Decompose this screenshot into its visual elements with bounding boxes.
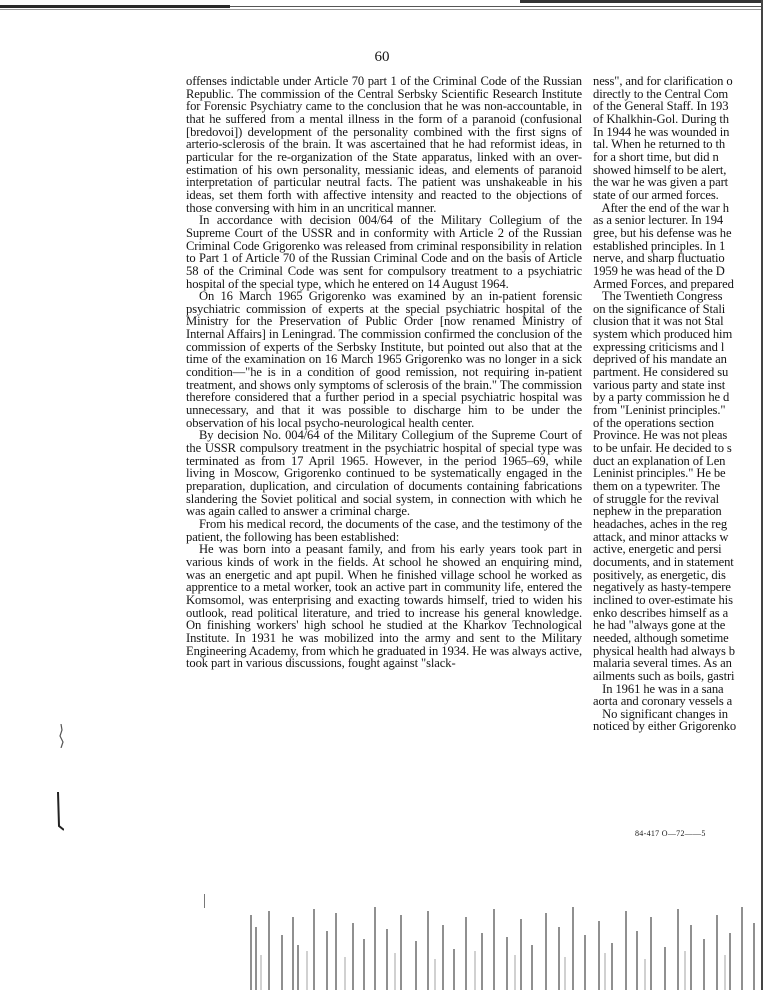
cropped-text-line: for a short time, but did n — [593, 149, 719, 164]
cropped-text-line: nerve, and sharp fluctuatio — [593, 251, 725, 266]
paragraph: In accordance with decision 004/64 of the Military Collegium of the Supreme Court of the USSR and in conformity with Article 2 of the Russian Criminal Code Grigorenko was released from criminal responsibility in relation to Part 1 of Article 70 of the Russian Criminal Code and on the basis of Article 58 of the Criminal Code was sent for compulsory treatment to a psychiatric hospital of the special type, which he entered on 14 August 1964. — [186, 213, 582, 291]
cropped-text-line: The Twentieth Congress — [593, 289, 723, 304]
cropped-text-line: enko describes himself as a — [593, 605, 729, 620]
cropped-text-line: clusion that it was not Stal — [593, 314, 724, 329]
cropped-text-line: on the significance of Stali — [593, 301, 726, 316]
scan-top-border — [0, 0, 763, 16]
cropped-text-line: malaria several times. As an — [593, 656, 732, 671]
cropped-text-line: 1959 he was head of the D — [593, 263, 725, 278]
cropped-text-line: established principles. In 1 — [593, 238, 726, 253]
cropped-text-line: After the end of the war h — [593, 200, 729, 215]
cropped-text-line: he had "always gone at the — [593, 618, 726, 633]
cropped-text-line: inclined to over-estimate his — [593, 592, 733, 607]
scan-speck — [203, 894, 206, 908]
cropped-text-line: state of our armed forces. — [593, 187, 719, 202]
paragraph: offenses indictable under Article 70 part 1 of the Criminal Code of the Russian Republic. The commission of the Central Serbsky Scientific Research Institute for Forensic Psychiatry came to the conclusion that he was non-accountable, in that he suffered from a mental illness in the form of a paranoid (confusional [bredovoi]) development of the personality combined with the first signs of arterio-sclerosis of the brain. It was ascertained that he had reformist ideas, in particular for the re-organization of the State apparatus, linked with an over-estimation of his own personality, messianic ideas, and elements of paranoid interpretation of particular neutral facts. The patient was unshakeable in his ideas, set them forth with affective intensity and reacted to the objections of those conversing with him in an uncritical manner. — [186, 74, 582, 215]
cropped-text-line: headaches, aches in the reg — [593, 516, 728, 531]
cropped-text-line: of the operations section — [593, 415, 714, 430]
cropped-text-line: No significant changes in — [593, 706, 728, 721]
paragraph: By decision No. 004/64 of the Military Collegium of the Supreme Court of the USSR compulsory treatment in the psychiatric hospital of special type was terminated as from 17 April 1965. However, in the period 1965–69, while living in Moscow, Grigorenko continued to be systematically engaged in the preparation, duplication, and circulation of documents containing fabrications slandering the Soviet political and social system, in connection with which he was again called to answer a criminal charge. — [186, 428, 582, 519]
page-number: 60 — [374, 49, 390, 65]
cropped-text-line: them on a typewriter. The — [593, 479, 721, 493]
cropped-text-line: expressing criticisms and l — [593, 339, 725, 354]
cropped-text-line: nephew in the preparation — [593, 504, 722, 519]
cropped-text-line: various party and state inst — [593, 377, 726, 392]
cropped-text-line: of struggle for the revival — [593, 491, 719, 506]
cropped-text-line: of Khalkhin-Gol. During th — [593, 111, 729, 126]
print-code: 84-417 O—72——5 — [635, 829, 706, 838]
cropped-text-line: In 1961 he was in a sana — [593, 681, 724, 696]
paragraph: He was born into a peasant family, and from his early years took part in various kinds of work in the fields. At school he showed an enquiring mind, was an energetic and apt pupil. When he finished village school he worked as apprentice to a metal worker, took an active part in community life, entered the Komsomol, was enterprising and exacting towards himself, tried to widen his outlook, read political literature, and tried to increase his general knowledge. On finishing workers' high school he studied at the Kharkov Technological Institute. In 1931 he was mobilized into the army and sent to the Military Engineering Academy, from which he graduated in 1934. He was always active, took part in various discussions, fought against "slack- — [186, 542, 582, 671]
cropped-text-line: showed himself to be alert, — [593, 162, 727, 177]
cropped-text-line: noticed by either Grigorenko — [593, 719, 737, 734]
cropped-text-line: active, energetic and persi — [593, 542, 722, 557]
scan-bottom-streaks — [235, 905, 763, 990]
right-text-column-cropped — [593, 75, 763, 733]
cropped-text-line: Armed Forces, and prepared — [593, 276, 734, 291]
cropped-text-line: In 1944 he was wounded in — [593, 124, 730, 139]
cropped-text-line: system which produced him — [593, 327, 733, 342]
cropped-text-line: Province. He was not pleas — [593, 428, 728, 443]
cropped-text-line: Leninist principles." He be — [593, 466, 726, 481]
cropped-text-line: directly to the Central Com — [593, 86, 729, 101]
main-text-column — [186, 75, 582, 670]
cropped-text-line: of the General Staff. In 193 — [593, 99, 729, 114]
cropped-text-line: deprived of his mandate an — [593, 352, 727, 367]
cropped-text-line: tal. When he returned to th — [593, 137, 726, 152]
scan-bracket-mark — [56, 792, 64, 832]
cropped-text-line: the war he was given a part — [593, 175, 729, 190]
paragraph: On 16 March 1965 Grigorenko was examined by an in-patient forensic psychiatric commission of experts at the special psychiatric hospital of the Ministry for the Preservation of Public Order [now renamed Ministry of Internal Affairs] in Leningrad. The commission confirmed the conclusion of the commission of experts of the Serbsky Institute, but pointed out also that at the time of the examination on 16 March 1965 Grigorenko was no longer in a sick condition—"he is in a condition of good remission, not requiring in-patient treatment, and shows only symptoms of sclerosis of the brain." The commission therefore considered that a further period in a special psychiatric hospital was unnecessary, and that it was possible to discharge him to be under the observation of his local psycho-neurological health center. — [186, 289, 582, 430]
cropped-text-line: duct an explanation of Len — [593, 453, 726, 468]
cropped-text-line: needed, although sometime — [593, 630, 729, 645]
cropped-text-line: ailments such as boils, gastri — [593, 668, 735, 683]
paragraph: From his medical record, the documents of the case, and the testimony of the patient, the following has been established: — [186, 516, 582, 544]
cropped-text-line: from "Leninist principles." — [593, 403, 726, 418]
scan-margin-mark — [57, 724, 65, 748]
cropped-text-line: documents, and in statement — [593, 554, 734, 569]
cropped-text-line: gree, but his defense was he — [593, 225, 732, 240]
cropped-text-line: attack, and minor attacks w — [593, 529, 729, 544]
cropped-text-line: ness", and for clarification o — [593, 74, 733, 88]
cropped-text-line: to be unfair. He decided to s — [593, 441, 732, 456]
cropped-text-line: aorta and coronary vessels a — [593, 694, 733, 709]
cropped-text-line: partment. He considered su — [593, 365, 729, 380]
cropped-text-line: physical health had always b — [593, 643, 735, 658]
cropped-text-line: negatively as hasty-tempere — [593, 580, 731, 595]
cropped-text-line: as a senior lecturer. In 194 — [593, 213, 724, 228]
cropped-text-line: positively, as energetic, dis — [593, 567, 726, 582]
cropped-text-line: by a party commission he d — [593, 390, 730, 405]
